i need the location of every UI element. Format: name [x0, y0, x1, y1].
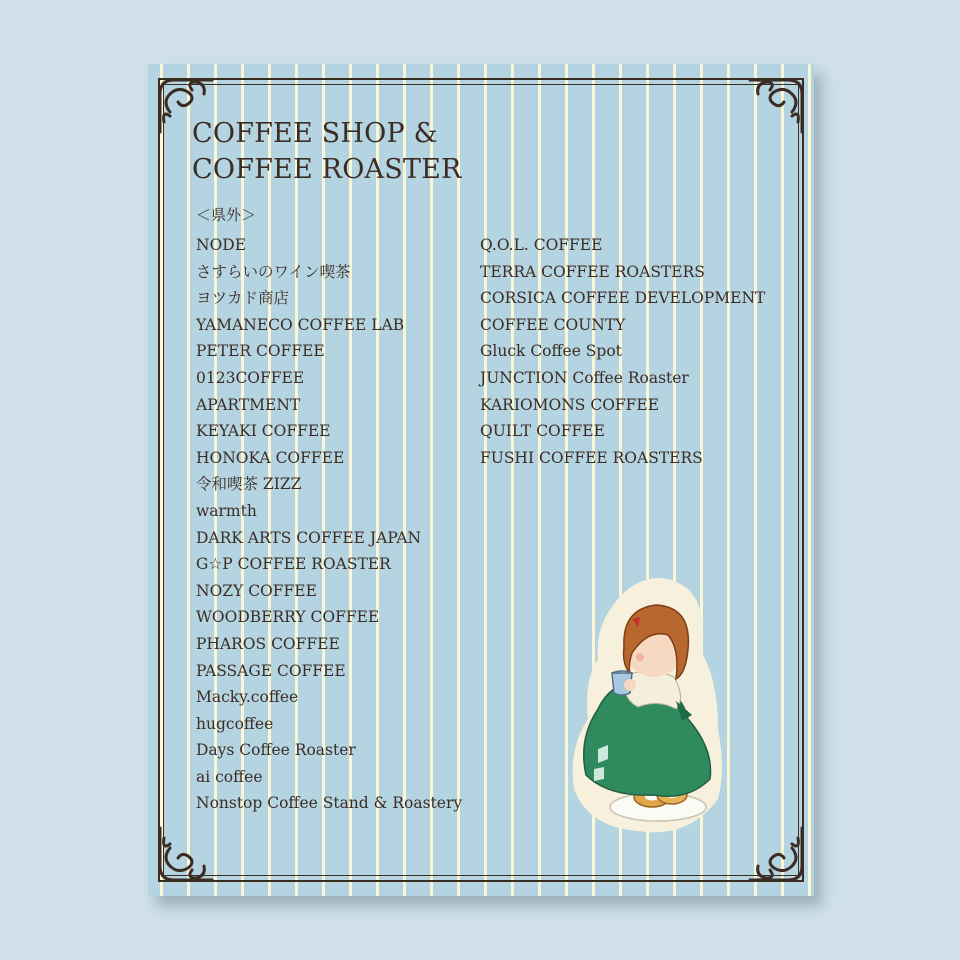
list-item: NODE [196, 236, 247, 254]
list-item: Macky.coffee [196, 688, 299, 707]
list-item: CORSICA COFFEE DEVELOPMENT [480, 289, 766, 308]
list-item: 0123COFFEE [196, 368, 305, 387]
list-item: YAMANECO COFFEE LAB [196, 315, 405, 334]
corner-ornament-icon [740, 72, 810, 142]
shop-list-left [196, 232, 462, 817]
list-item: G☆P COFFEE ROASTER [196, 555, 391, 574]
list-item: 令和喫茶 ZIZZ [196, 475, 302, 494]
list-item: Days Coffee Roaster [196, 741, 356, 760]
section-label: ＜県外＞ [196, 206, 257, 224]
list-item: Q.O.L. COFFEE [480, 236, 603, 254]
list-item: APARTMENT [196, 395, 301, 414]
list-item: PASSAGE COFFEE [196, 661, 346, 680]
list-item: QUILT COFFEE [480, 422, 605, 441]
title-line-1: COFFEE SHOP & [192, 118, 438, 149]
list-item: KEYAKI COFFEE [196, 422, 331, 441]
list-item: ヨツカド商店 [196, 289, 290, 308]
list-item: Gluck Coffee Spot [480, 342, 622, 361]
poster-card [148, 64, 814, 896]
corner-ornament-icon [740, 818, 810, 888]
list-item: PHAROS COFFEE [196, 634, 340, 653]
list-item: WOODBERRY COFFEE [196, 608, 380, 627]
shop-list-right [480, 232, 765, 471]
page-title [192, 116, 462, 188]
list-item: hugcoffee [196, 714, 274, 733]
list-item: warmth [196, 501, 257, 520]
list-item: さすらいのワイン喫茶 [196, 262, 351, 281]
list-item: NOZY COFFEE [196, 581, 317, 600]
list-item: ai coffee [196, 767, 263, 786]
list-item: DARK ARTS COFFEE JAPAN [196, 528, 422, 547]
corner-ornament-icon [152, 818, 222, 888]
list-item: TERRA COFFEE ROASTERS [480, 262, 705, 281]
list-item: JUNCTION Coffee Roaster [480, 368, 689, 387]
girl-drinking-coffee-icon [568, 569, 728, 844]
list-item: PETER COFFEE [196, 342, 325, 361]
list-item: Nonstop Coffee Stand & Roastery [196, 794, 463, 813]
list-item: KARIOMONS COFFEE [480, 395, 660, 414]
list-item: HONOKA COFFEE [196, 448, 345, 467]
list-item: FUSHI COFFEE ROASTERS [480, 448, 703, 467]
list-item: COFFEE COUNTY [480, 315, 626, 334]
title-line-2: COFFEE ROASTER [192, 154, 462, 185]
